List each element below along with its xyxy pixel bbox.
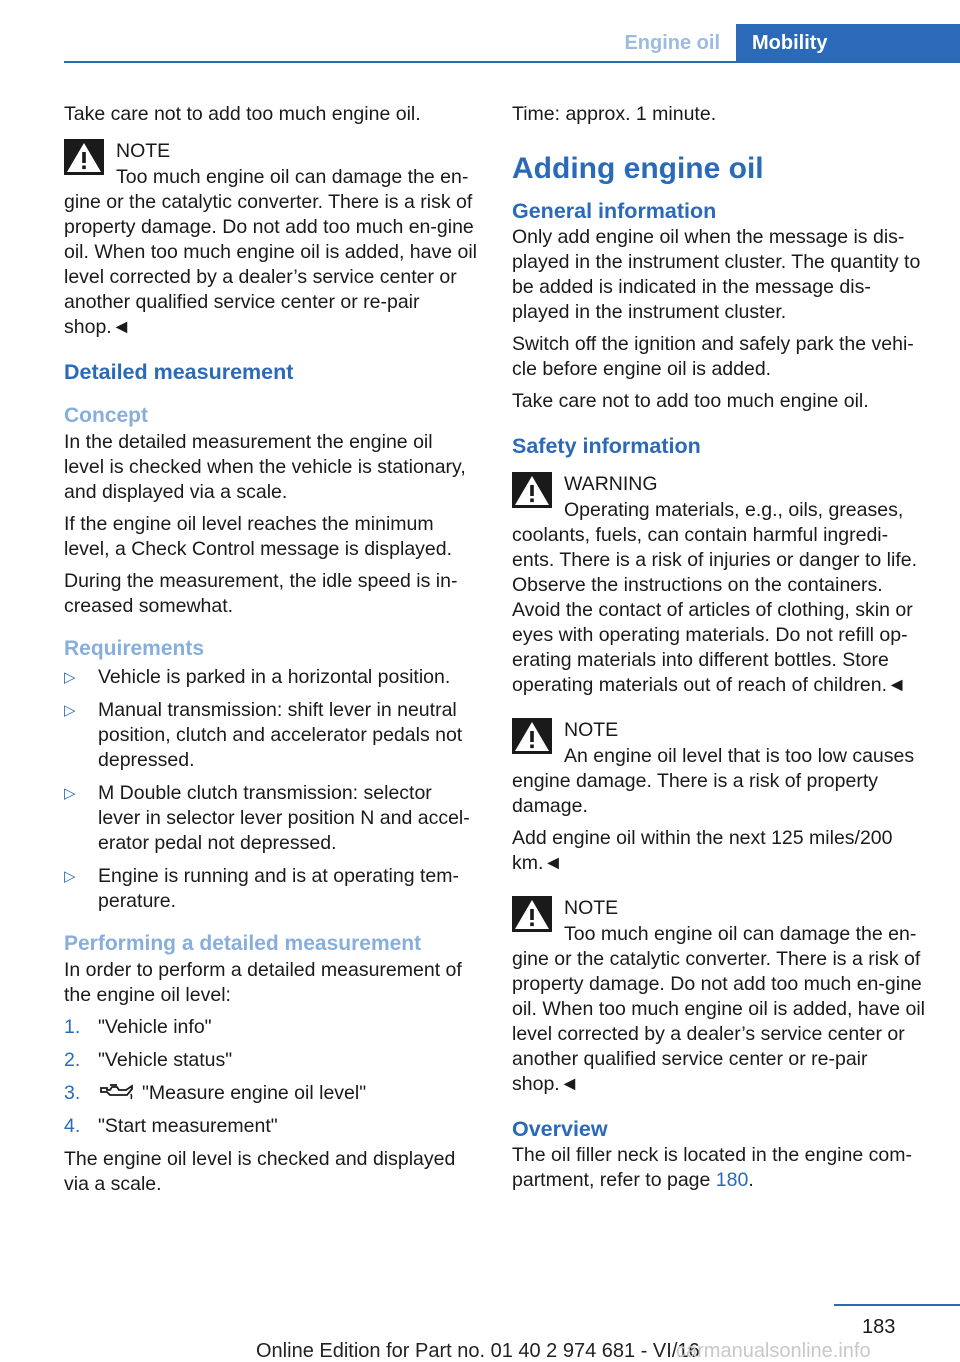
general-paragraph: Take care not to add too much engine oil. [512,390,869,412]
warning-text [512,498,926,698]
bullet-arrow-icon: ▷ [64,702,76,719]
left-column [64,102,478,1204]
intro-paragraph: Take care not to add too much engine oil. [64,103,421,125]
page-header [64,24,960,62]
bullet-arrow-icon: ▷ [64,785,76,802]
warning-triangle-icon [64,139,104,175]
note-text [64,165,478,340]
right-column [512,102,926,1200]
oil-can-icon [98,1082,134,1102]
concept-paragraph: If the engine oil level reaches the minimum level, a Check Control message is displayed. [64,513,453,560]
concept-paragraph: In the detailed measurement the engine oil level is checked when the vehicle is stationary, and displayed via a scale. [64,431,466,503]
note-rest: gine or the catalytic converter. There is a risk of property damage. Do not add too much en‐gine oil. When too much engine oil is added, have oil level corrected by a dealer’s service center or another qualified service center or re‐pair shop.◄ [64,191,478,338]
warning-triangle-icon [512,718,552,754]
page-number: 183 [862,1316,896,1338]
steps-list [64,1015,478,1139]
watermark: carmanualsonline.info [676,1340,871,1362]
warning-triangle-icon [512,472,552,508]
page-reference-link[interactable]: 180 [715,1169,749,1191]
list-item: 1. "Vehicle info" [64,1016,212,1038]
note-block [512,716,926,876]
note-title: NOTE [564,719,619,741]
header-chapter-tab[interactable]: Mobility [736,24,960,62]
section-heading: General information [512,199,717,223]
note-rest: engine damage. There is a risk of property damage. [512,770,879,817]
note-block [512,894,926,1097]
footer-rule [834,1304,960,1306]
list-item: 4. "Start measurement" [64,1115,278,1137]
subsection-heading: Performing a detailed measurement [64,932,422,955]
note-title: NOTE [564,897,619,919]
warning-block [512,470,926,698]
note-extra: Add engine oil within the next 125 miles/200 km.◄ [512,827,893,874]
bullet-arrow-icon: ▷ [64,669,76,686]
note-first-line: Too much engine oil can damage the en‐ [116,166,469,188]
concept-paragraph: During the measurement, the idle speed is in‐creased somewhat. [64,570,458,617]
time-paragraph: Time: approx. 1 minute. [512,103,717,125]
note-rest: gine or the catalytic converter. There is a risk of property damage. Do not add too much en‐gine oil. When too much engine oil is added, have oil level corrected by a dealer’s service center or another qualified service center or re‐pair shop.◄ [512,948,926,1095]
chapter-heading: Adding engine oil [512,152,764,185]
list-item: ▷ M Double clutch transmission: selector lever in selector lever position N and accel‐erator pedal not depressed. [64,782,470,854]
note-first-line: Too much engine oil can damage the en‐ [564,923,917,945]
section-heading: Safety information [512,434,701,458]
performing-paragraph: In order to perform a detailed measurement of the engine oil level: [64,959,462,1006]
note-block [64,137,478,340]
section-heading: Detailed measurement [64,360,294,384]
general-paragraph: Only add engine oil when the message is dis‐played in the instrument cluster. The quantity to be added is indicated in the message dis‐played in the instrument cluster. [512,226,921,323]
list-item: ▷ Engine is running and is at operating tem‐perature. [64,865,459,912]
warning-rest: coolants, fuels, can contain harmful ingredi‐ents. There is a risk of injuries or danger to life. Observe the instructions on the containers. Avoid the contact of articles of clothing, skin or eyes with operating materials. Do not refill op‐erating materials into different bottles. Store operating materials out of reach of children.◄ [512,524,917,696]
warning-title: WARNING [564,473,658,495]
header-rule [64,61,960,63]
list-item: 2. "Vehicle status" [64,1049,233,1071]
warning-triangle-icon [512,896,552,932]
note-text [512,922,926,1097]
requirements-list [64,665,478,914]
subsection-heading: Requirements [64,637,205,660]
list-item: ▷ Vehicle is parked in a horizontal position. [64,666,451,688]
section-heading: Overview [512,1117,608,1141]
outro-paragraph: The engine oil level is checked and displayed via a scale. [64,1148,456,1195]
bullet-arrow-icon: ▷ [64,868,76,885]
warning-first-line: Operating materials, e.g., oils, greases, [564,499,904,521]
list-item: ▷ Manual transmission: shift lever in neutral position, clutch and accelerator pedals not depressed. [64,699,463,771]
note-text [512,744,926,819]
note-title: NOTE [116,140,171,162]
general-paragraph: Switch off the ignition and safely park the vehi‐cle before engine oil is added. [512,333,914,380]
list-item: 3. "Measure engine oil level" [64,1082,367,1104]
header-section-title: Engine oil [624,32,720,54]
note-first-line: An engine oil level that is too low causes [564,745,915,767]
overview-paragraph: The oil filler neck is located in the engine com‐partment, refer to page 180. [512,1144,912,1191]
subsection-heading: Concept [64,404,148,427]
edition-line: Online Edition for Part no. 01 40 2 974 681 - VI/16 [256,1340,700,1362]
